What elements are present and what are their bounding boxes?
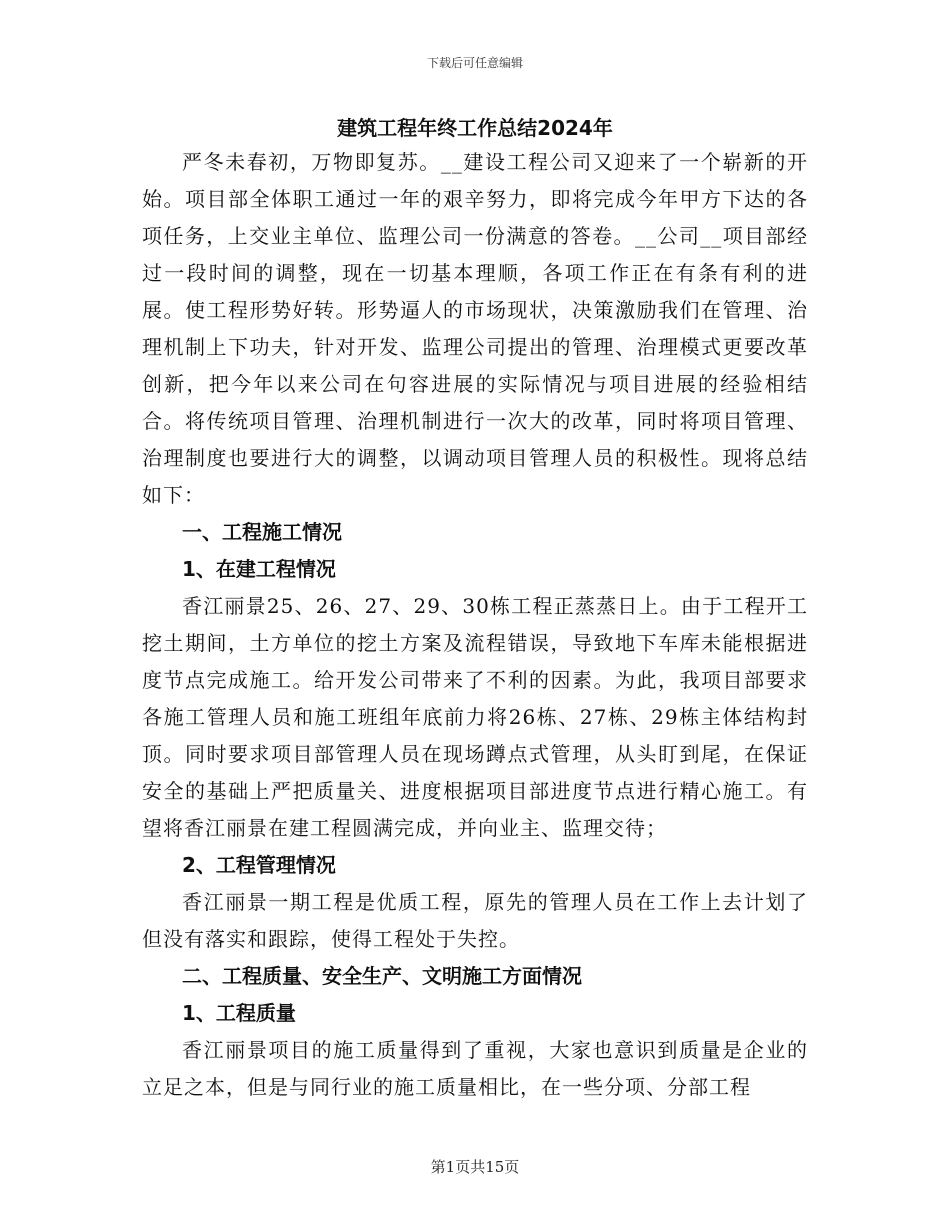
document-title: 建筑工程年终工作总结2024年 [337, 116, 613, 140]
subsection-heading-ongoing-projects: 1、在建工程情况 [182, 557, 336, 581]
page-number: 第1页共15页 [430, 1158, 520, 1176]
document-body [142, 112, 808, 1106]
quality-paragraph: 香江丽景项目的施工质量得到了重视，大家也意识到质量是企业的立足之本，但是与同行业的施工质量相比，在一些分项、分部工程 [142, 1038, 808, 1099]
section-heading-construction: 一、工程施工情况 [182, 520, 342, 544]
project-management-paragraph: 香江丽景一期工程是优质工程，原先的管理人员在工作上去计划了但没有落实和跟踪，使得工程处于失控。 [142, 890, 808, 951]
intro-paragraph: 严冬未春初，万物即复苏。__建设工程公司又迎来了一个崭新的开始。项目部全体职工通过一年的艰辛努力，即将完成今年甲方下达的各项任务，上交业主单位、监理公司一份满意的答卷。__公司__项目部经过一段时间的调整，现在一切基本理顺，各项工作正在有条有利的进展。使工程形势好转。形势逼人的市场现状，决策激励我们在管理、治理机制上下功夫，针对开发、监理公司提出的管理、治理模式更要改革创新，把今年以来公司在句容进展的实际情况与项目进展的经验相结合。将传统项目管理、治理机制进行一次大的改革，同时将项目管理、治理制度也要进行大的调整，以调动项目管理人员的积极性。现将总结如下： [142, 150, 808, 507]
subsection-heading-project-management: 2、工程管理情况 [182, 853, 336, 877]
section-heading-quality-safety: 二、工程质量、安全生产、文明施工方面情况 [182, 964, 582, 988]
subsection-heading-quality: 1、工程质量 [182, 1001, 296, 1025]
ongoing-projects-paragraph: 香江丽景25、26、27、29、30栋工程正蒸蒸日上。由于工程开工挖土期间，土方单位的挖土方案及流程错误，导致地下车库未能根据进度节点完成施工。给开发公司带来了不利的因素。为此，我项目部要求各施工管理人员和施工班组年底前力将26栋、27栋、29栋主体结构封顶。同时要求项目部管理人员在现场蹲点式管理，从头盯到尾，在保证安全的基础上严把质量关、进度根据项目部进度节点进行精心施工。有望将香江丽景在建工程圆满完成，并向业主、监理交待； [142, 594, 808, 840]
page-header-note: 下载后可任意编辑 [426, 56, 523, 70]
